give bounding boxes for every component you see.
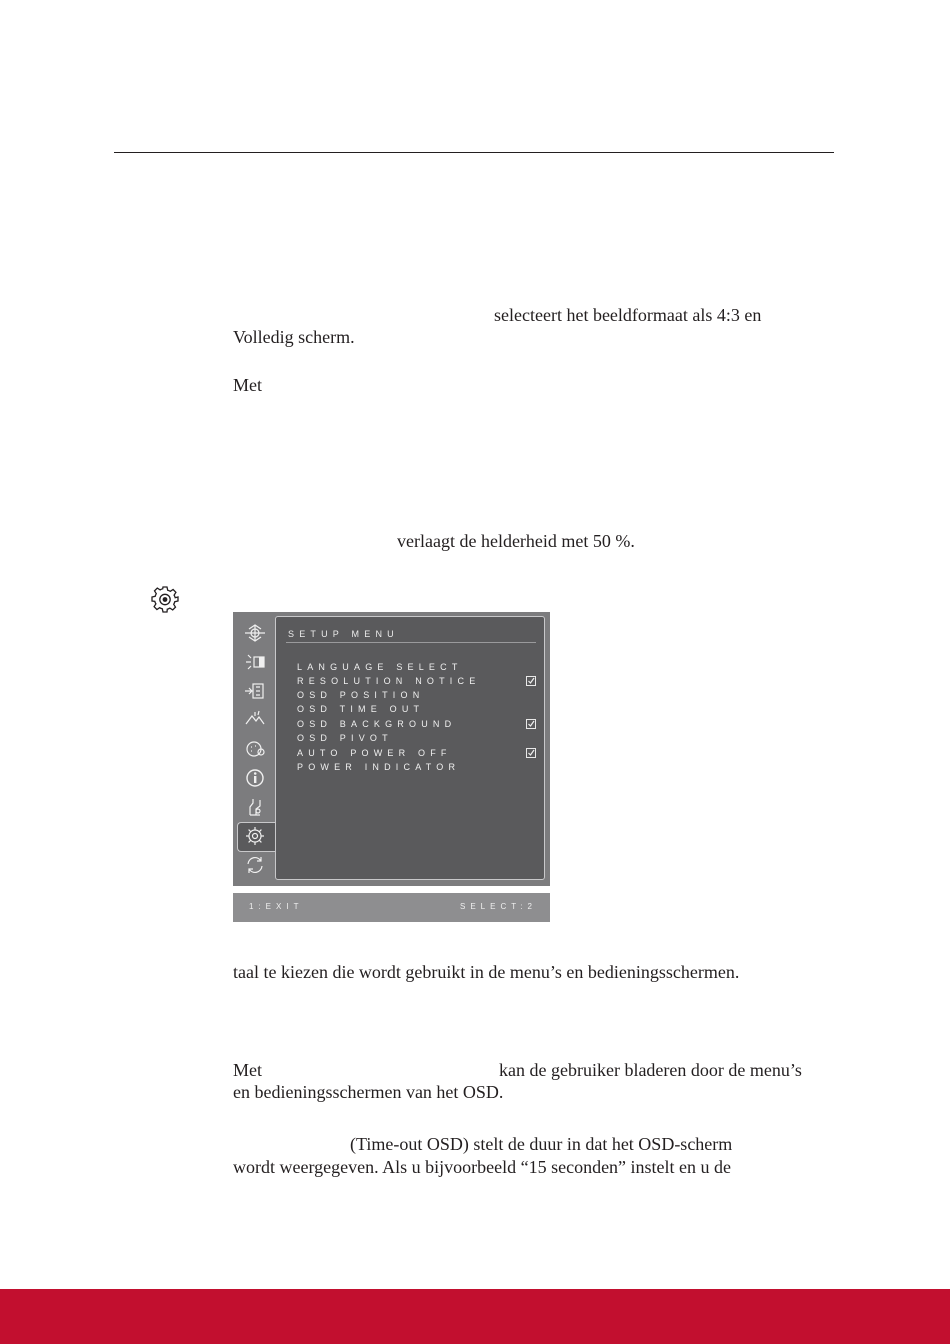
osd-item-power-indicator: POWER INDICATOR (297, 762, 461, 772)
paragraph-line: taal te kiezen die wordt gebruikt in de menu’s en bedieningsschermen. (233, 962, 740, 982)
paragraph-line: selecteert het beeldformaat als 4:3 en (494, 305, 762, 325)
osd-setup-menu-screenshot (233, 612, 550, 886)
header-rule (114, 152, 834, 153)
paragraph-line: kan de gebruiker bladeren door de menu’s (499, 1060, 802, 1080)
resolution-notice-checkbox (526, 676, 536, 686)
osd-bottom-bar (233, 893, 550, 922)
paragraph-line: wordt weergegeven. Als u bijvoorbeeld “15 seconden” instelt en u de (233, 1157, 732, 1177)
information-icon (242, 767, 268, 789)
paragraph-line: Met (233, 375, 262, 395)
footer-bar (0, 1289, 950, 1344)
osd-item-osd-time-out: OSD TIME OUT (297, 704, 425, 714)
paragraph-line: Met (233, 1060, 262, 1080)
color-adjust-icon (242, 709, 268, 731)
paragraph-line: Volledig scherm. (233, 327, 355, 347)
osd-select-label: SELECT:2 (460, 902, 537, 911)
osd-item-language-select: LANGUAGE SELECT (297, 662, 463, 672)
paragraph-line: verlaagt de helderheid met 50 %. (397, 531, 635, 551)
osd-sidebar (233, 612, 276, 886)
osd-item-osd-position: OSD POSITION (297, 690, 425, 700)
paragraph-line: en bedieningsschermen van het OSD. (233, 1082, 504, 1102)
osd-item-osd-pivot: OSD PIVOT (297, 733, 393, 743)
audio-adjust-icon (242, 680, 268, 702)
memory-recall-icon (242, 854, 268, 876)
osd-item-auto-power-off: AUTO POWER OFF (297, 748, 452, 758)
osd-title-divider (286, 642, 536, 643)
osd-background-checkbox (526, 719, 536, 729)
setup-menu-icon (242, 825, 268, 847)
osd-menu-panel (275, 616, 545, 880)
manual-setting-icon (242, 796, 268, 818)
osd-menu-title: SETUP MENU (288, 629, 399, 639)
manual-image-adjust-icon (242, 738, 268, 760)
osd-item-osd-background: OSD BACKGROUND (297, 719, 457, 729)
auto-power-off-checkbox (526, 748, 536, 758)
osd-item-resolution-notice: RESOLUTION NOTICE (297, 676, 481, 686)
setup-gear-icon (151, 585, 179, 613)
brightness-contrast-icon (242, 651, 268, 673)
osd-exit-label: 1:EXIT (249, 902, 304, 911)
input-select-icon (242, 622, 268, 644)
paragraph-line: (Time-out OSD) stelt de duur in dat het OSD-scherm (350, 1134, 733, 1154)
